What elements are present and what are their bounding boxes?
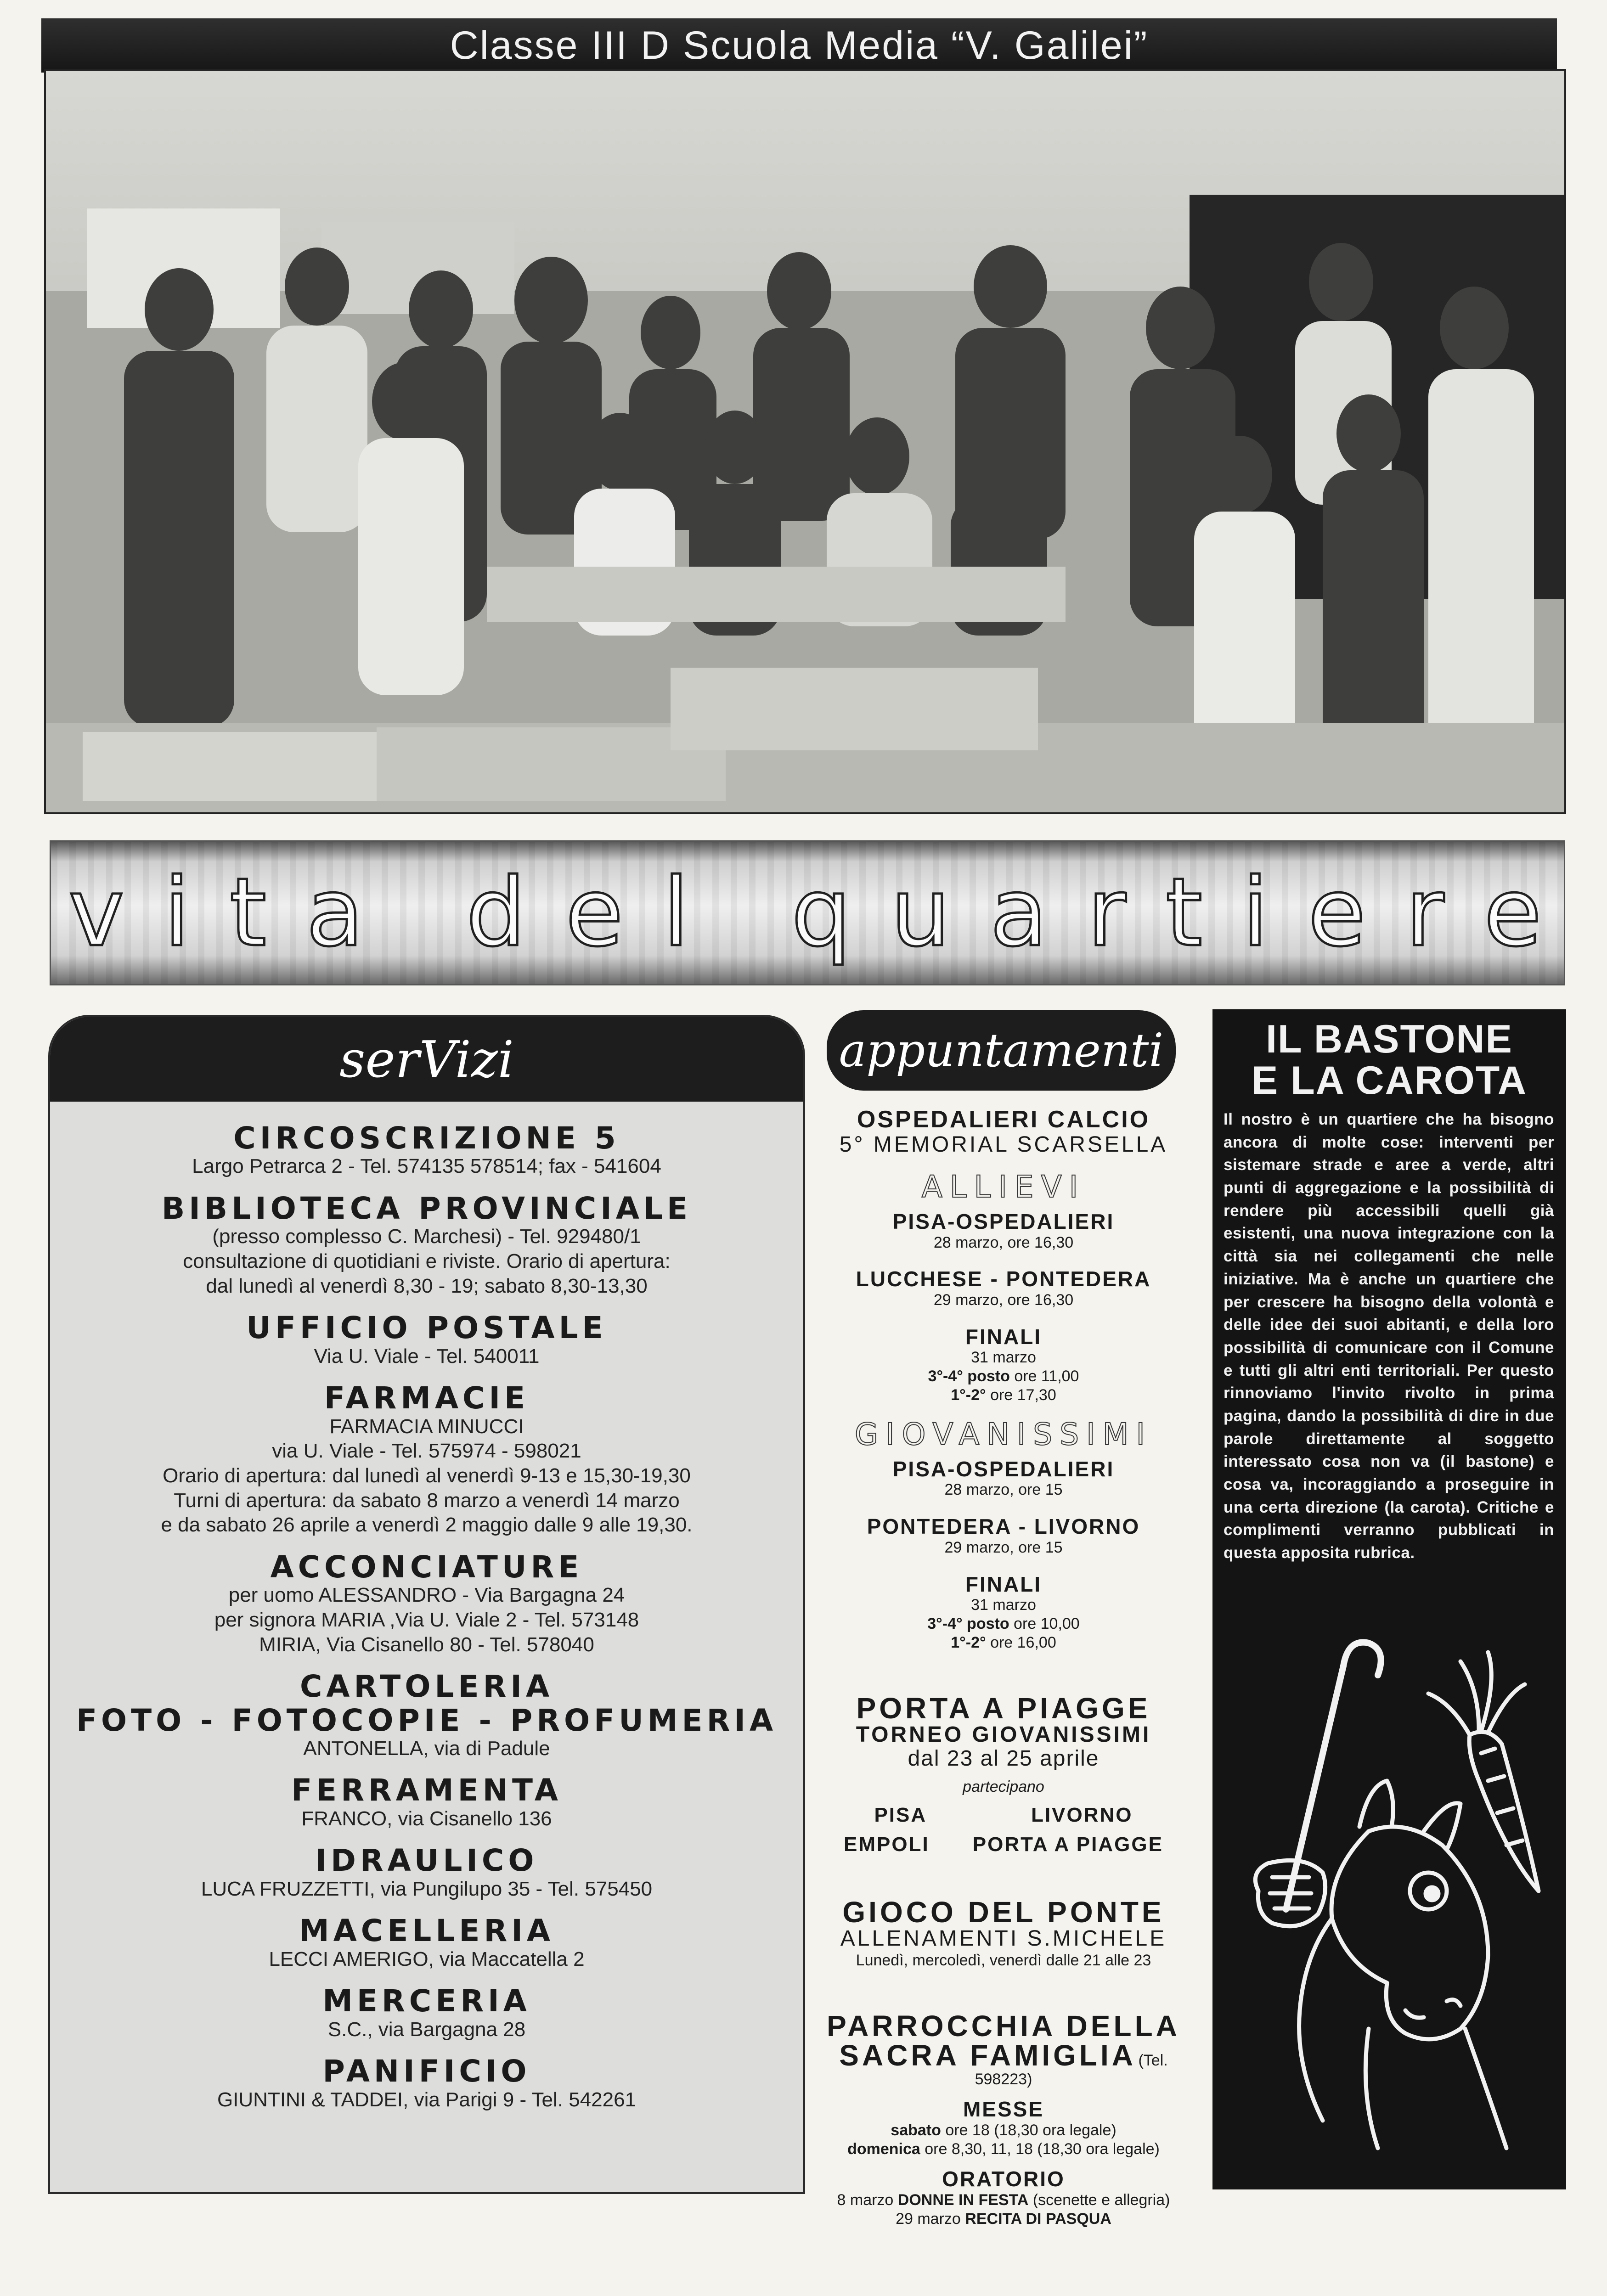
strip-letter: u xyxy=(891,858,955,968)
calcio-subtitle: 5° MEMORIAL SCARSELLA xyxy=(839,1132,1168,1157)
service-detail: dal lunedì al venerdì 8,30 - 19; sabato 8,30-13,30 xyxy=(206,1274,648,1297)
appuntamenti-header-label: appuntamenti xyxy=(839,1024,1164,1077)
match-title: PISA-OSPEDALIERI xyxy=(892,1457,1115,1481)
service-detail: per uomo ALESSANDRO - Via Bargagna 24 xyxy=(228,1584,625,1607)
match-title: LUCCHESE - PONTEDERA xyxy=(856,1267,1151,1291)
strip-letter: l xyxy=(663,858,694,968)
messe-line: domenica ore 8,30, 11, 18 (18,30 ora legale) xyxy=(847,2140,1160,2158)
service-detail: Largo Petrarca 2 - Tel. 574135 578514; fax - 541604 xyxy=(192,1155,661,1178)
horse-stick-carrot-illustration xyxy=(1231,1634,1552,2176)
service-detail: Turni di apertura: da sabato 8 marzo a venerdì 14 marzo xyxy=(174,1489,680,1512)
service-detail: consultazione di quotidiani e riviste. Orario di apertura: xyxy=(183,1249,671,1272)
porta-title: PORTA A PIAGGE xyxy=(856,1691,1151,1725)
allievi-label: ALLIEVI xyxy=(921,1169,1086,1204)
service-title: PANIFICIO xyxy=(322,2054,531,2089)
service-detail: per signora MARIA ,Via U. Viale 2 - Tel. 573148 xyxy=(214,1608,639,1631)
service-detail: via U. Viale - Tel. 575974 - 598021 xyxy=(272,1440,581,1463)
finali-line: 3°-4° posto ore 11,00 xyxy=(928,1367,1079,1385)
service-title: ACCONCIATURE xyxy=(270,1549,583,1585)
porta-teams-row xyxy=(822,1804,1185,1827)
gioco-subtitle: ALLENAMENTI S.MICHELE xyxy=(840,1926,1167,1951)
banner-title: Classe III D Scuola Media “V. Galilei” xyxy=(450,23,1149,68)
oratorio-title: ORATORIO xyxy=(942,2167,1065,2191)
parrocchia-title-row xyxy=(822,2038,1185,2089)
page-banner xyxy=(41,18,1557,73)
match-date: 28 marzo, ore 15 xyxy=(944,1481,1063,1499)
service-title: UFFICIO POSTALE xyxy=(246,1310,607,1346)
service-title: IDRAULICO xyxy=(315,1843,538,1879)
service-detail: S.C., via Bargagna 28 xyxy=(327,2018,526,2041)
team-name: PISA xyxy=(874,1803,927,1826)
class-photo xyxy=(44,69,1566,814)
service-detail: FRANCO, via Cisanello 136 xyxy=(301,1807,552,1830)
service-detail: FARMACIA MINUCCI xyxy=(329,1415,524,1438)
class-photo-illustration xyxy=(46,71,1564,812)
finali-title: FINALI xyxy=(965,1572,1042,1596)
strip-letter: i xyxy=(164,858,195,968)
appuntamenti-list xyxy=(822,1107,1185,2228)
servizi-header xyxy=(50,1017,803,1102)
bastone-title-line: IL BASTONE xyxy=(1266,1017,1513,1061)
oratorio-line: 29 marzo RECITA DI PASQUA xyxy=(896,2210,1111,2228)
porta-dates: dal 23 al 25 aprile xyxy=(908,1746,1100,1771)
parrocchia-tel: (Tel. 598223) xyxy=(975,2051,1168,2088)
giovanissimi-label: GIOVANISSIMI xyxy=(855,1416,1152,1452)
finali-date: 31 marzo xyxy=(971,1349,1036,1367)
strip-letter: r xyxy=(1405,858,1449,968)
bastone-panel xyxy=(1212,1009,1566,2189)
gioco-line: Lunedì, mercoledì, venerdì dalle 21 alle 23 xyxy=(856,1951,1151,1969)
strip-letter: a xyxy=(306,858,369,968)
service-detail: Orario di apertura: dal lunedì al venerdì 9-13 e 15,30-19,30 xyxy=(163,1464,691,1487)
service-title: FOTO - FOTOCOPIE - PROFUMERIA xyxy=(76,1702,778,1738)
strip-letter: v xyxy=(68,858,129,968)
calcio-title: OSPEDALIERI CALCIO xyxy=(857,1106,1150,1133)
servizi-panel xyxy=(48,1015,805,2194)
service-title: FARMACIE xyxy=(324,1380,530,1416)
parrocchia-title: PARROCCHIA DELLA xyxy=(827,2009,1180,2043)
servizi-list xyxy=(50,1109,803,2112)
service-detail: ANTONELLA, via di Padule xyxy=(303,1737,550,1760)
match-title: PISA-OSPEDALIERI xyxy=(892,1209,1115,1233)
match-date: 29 marzo, ore 15 xyxy=(944,1538,1063,1556)
finali-line: 1°-2° ore 17,30 xyxy=(951,1386,1056,1404)
finali-date: 31 marzo xyxy=(971,1596,1036,1614)
parrocchia-title-2: SACRA FAMIGLIA xyxy=(839,2038,1137,2072)
vita-del-quartiere-strip xyxy=(50,840,1565,985)
strip-letter: i xyxy=(1242,858,1273,968)
bastone-text: Il nostro è un quartiere che ha bisogno ancora di molte cose: interventi per sistemare strade e aree a verde, altri punti di aggregazione e la possibilità di rendere più accessibili quelli già esistenti, una nuova integrazione con la città sia nei collegamenti che nelle iniziative. Ma è anche un quartiere che per crescere ha bisogno della volontà e delle idee dei suoi abitanti, e della loro possibilità di comunicare con il Comune e tutti gli altri enti territoriali. Per questo rinnoviamo l'invito rivolto in prima pagina, dando la possibilità di dire in due parole direttamente al soggetto interessato cosa non va (il bastone) e cosa va, incoraggiando a proseguire in una certa direzione (la carota). Critiche e complimenti verranno pubblicati in questa apposita rubrica. xyxy=(1224,1110,1554,1562)
finali-line: 3°-4° posto ore 10,00 xyxy=(927,1615,1080,1632)
service-detail: LECCI AMERIGO, via Maccatella 2 xyxy=(269,1947,585,1970)
strip-letter: r xyxy=(1087,858,1131,968)
service-title: MACELLERIA xyxy=(299,1913,554,1949)
service-detail: (presso complesso C. Marchesi) - Tel. 929480/1 xyxy=(212,1225,641,1248)
servizi-header-label: serVizi xyxy=(339,1030,514,1089)
strip-letter: t xyxy=(1165,858,1207,968)
finali-line: 1°-2° ore 16,00 xyxy=(951,1633,1056,1651)
service-detail: Via U. Viale - Tel. 540011 xyxy=(314,1345,540,1367)
service-title: MERCERIA xyxy=(322,1983,531,2019)
match-date: 28 marzo, ore 16,30 xyxy=(933,1233,1074,1251)
porta-teams-row xyxy=(822,1833,1185,1856)
strip-letter: t xyxy=(229,858,271,968)
strip-letter: d xyxy=(466,858,530,968)
service-detail: GIUNTINI & TADDEI, via Parigi 9 - Tel. 542261 xyxy=(217,2088,637,2111)
team-name: LIVORNO xyxy=(1031,1803,1133,1826)
gioco-title: GIOCO DEL PONTE xyxy=(842,1895,1165,1929)
strip-letter: e xyxy=(1308,858,1370,968)
strip-letter: q xyxy=(791,858,856,968)
appuntamenti-header xyxy=(827,1010,1176,1091)
match-date: 29 marzo, ore 16,30 xyxy=(933,1291,1074,1309)
service-title: CIRCOSCRIZIONE 5 xyxy=(233,1120,620,1156)
porta-subtitle: TORNEO GIOVANISSIMI xyxy=(856,1722,1151,1747)
service-detail: MIRIA, Via Cisanello 80 - Tel. 578040 xyxy=(259,1633,594,1656)
service-title: FERRAMENTA xyxy=(291,1773,562,1808)
match-title: PONTEDERA - LIVORNO xyxy=(867,1514,1140,1539)
strip-letter: e xyxy=(1483,858,1546,968)
strip-letter: a xyxy=(990,858,1053,968)
team-name: EMPOLI xyxy=(844,1833,930,1856)
oratorio-line: 8 marzo DONNE IN FESTA (scenette e allegria) xyxy=(837,2191,1170,2209)
bastone-title-line: E LA CAROTA xyxy=(1251,1058,1528,1103)
team-name: PORTA A PIAGGE xyxy=(972,1833,1163,1856)
service-title: CARTOLERIA xyxy=(299,1669,554,1705)
messe-title: MESSE xyxy=(963,2097,1044,2122)
service-detail: LUCA FRUZZETTI, via Pungilupo 35 - Tel. 575450 xyxy=(201,1877,653,1900)
service-title: BIBLIOTECA PROVINCIALE xyxy=(161,1190,692,1226)
messe-line: sabato ore 18 (18,30 ora legale) xyxy=(891,2121,1116,2139)
porta-partecipano: partecipano xyxy=(963,1778,1044,1796)
finali-title: FINALI xyxy=(965,1324,1042,1349)
strip-letter: e xyxy=(565,858,628,968)
service-detail: e da sabato 26 aprile a venerdì 2 maggio dalle 9 alle 19,30. xyxy=(161,1514,693,1536)
bastone-title xyxy=(1212,1019,1566,1102)
